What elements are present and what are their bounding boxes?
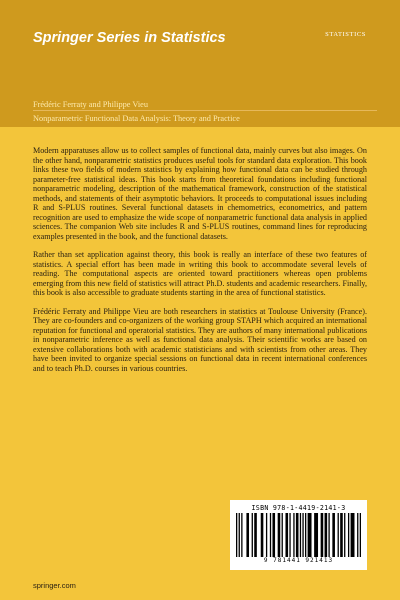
barcode-digits: 9 781441 921413 [263,557,334,564]
isbn-number: ISBN 978-1-4419-2141-3 [251,504,346,512]
authors-line: Frédéric Ferraty and Philippe Vieu [33,100,149,109]
barcode-bars [236,513,361,557]
blurb-paragraph-audience: Rather than set application against theory, this book is really an interface of these two features of statistics. A special effort has been made in writing this book to accommodate several levels of reading. The computational aspects are oriented toward practitioners whereas open problems emerging from this new field of statistics will attract Ph.D. students and academic researchers. Finally, this book is also accessible to graduate students starting in the area of functional statistics. [33,250,367,297]
series-header-band [0,0,400,127]
publisher-url: springer.com [33,581,76,590]
isbn-barcode [230,500,367,570]
blurb-paragraph-summary: Modern apparatuses allow us to collect samples of functional data, mainly curves but also images. On the other hand, nonparametric statistics produces useful tools for standard data exploration. This book links these two fields of modern statistics by explaining how functional data can be studied through parameter-free statistical ideas. This book starts from theoretical foundations including functional nonparametric modeling, description of the mathematical framework, construction of the statistical methods, and statements of their asymptotic behaviors. It proceeds to computational issues including R and S-PLUS routines. Several functional datasets in chemometrics, econometrics, and pattern recognition are used to emphasize the wide scope of nonparametric functional data analysis in applied sciences. The companion Web site includes R and S-PLUS routines, command lines for reproducing examples presented in the book, and the functional datasets. [33,146,367,241]
series-title: Springer Series in Statistics [33,30,226,46]
back-cover-blurb [33,146,367,382]
blurb-paragraph-authors: Frédéric Ferraty and Philippe Vieu are both researchers in statistics at Toulouse University (France). They are co-founders and co-organizers of the working group STAPH which acquired an international reputation for functional and operatorial statistics. They are authors of many international publications in nonparametric inference as well as functional data analysis. Their scientific works are based on extensive collaborations both with academic statisticians and with scientists from other areas. They have been invited to organize special sessions on functional data in recent international conferences and to teach Ph.D. courses in various countries. [33,306,367,373]
book-title: Nonparametric Functional Data Analysis: Theory and Practice [33,114,240,123]
series-category-label: STATISTICS [325,31,366,38]
header-divider [33,110,377,111]
